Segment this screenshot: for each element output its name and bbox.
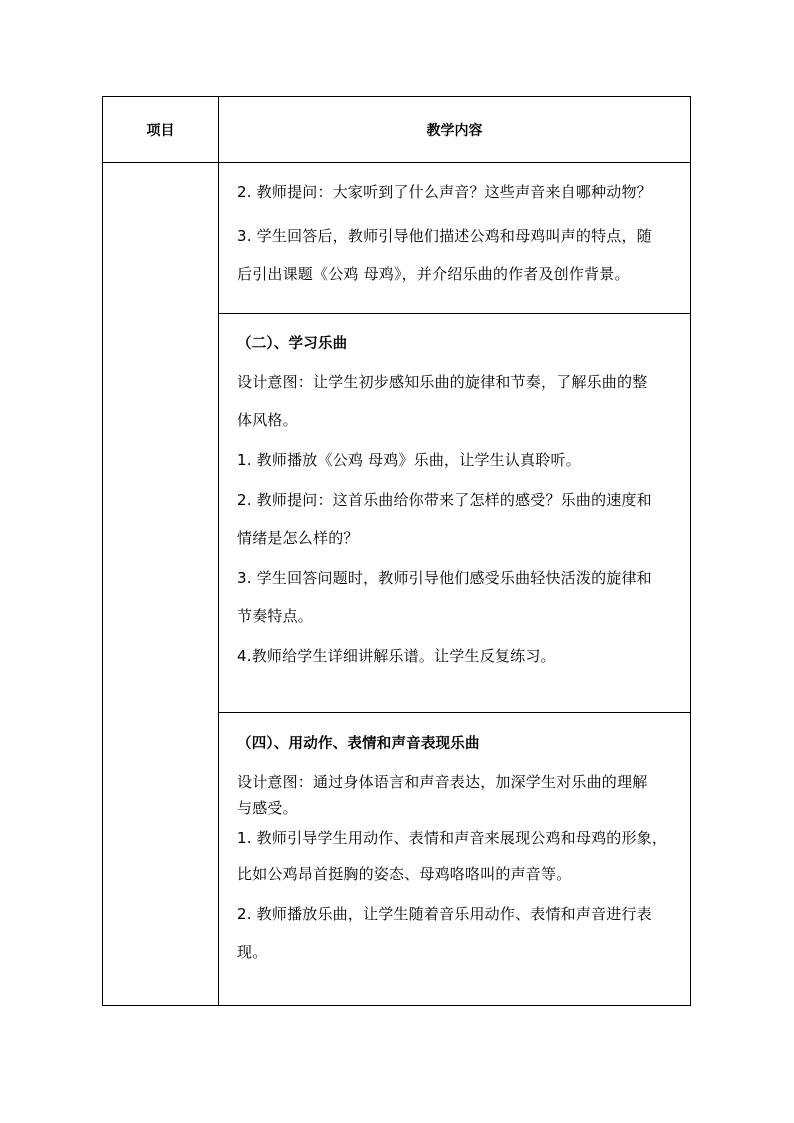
design-intent: 设计意图：通过身体语言和声音表达，加深学生对乐曲的理解 <box>237 773 648 791</box>
paragraph: 3. 学生回答问题时，教师引导他们感受乐曲轻快活泼的旋律和 <box>237 569 652 587</box>
row-divider <box>218 313 690 314</box>
content-block-1 <box>219 177 690 289</box>
paragraph: 1. 教师播放《公鸡 母鸡》乐曲，让学生认真聆听。 <box>237 451 581 469</box>
paragraph: 后引出课题《公鸡 母鸡》，并介绍乐曲的作者及创作背景。 <box>237 265 630 283</box>
paragraph: 2. 教师提问：大家听到了什么声音？这些声音来自哪种动物？ <box>237 183 652 201</box>
paragraph: 2. 教师提问：这首乐曲给你带来了怎样的感受？乐曲的速度和 <box>237 491 652 509</box>
paragraph: 1. 教师引导学生用动作、表情和声音来展现公鸡和母鸡的形象， <box>237 829 668 847</box>
paragraph: 节奏特点。 <box>237 607 314 625</box>
header-divider <box>103 162 690 163</box>
paragraph: 情绪是怎么样的？ <box>237 529 359 547</box>
paragraph: 3. 学生回答后，教师引导他们描述公鸡和母鸡叫声的特点，随 <box>237 227 652 245</box>
content-block-3 <box>219 729 690 967</box>
lesson-table <box>102 96 691 1006</box>
section-heading: （二）、学习乐曲 <box>237 336 348 352</box>
section-heading: （四）、用动作、表情和声音表现乐曲 <box>237 736 480 752</box>
design-intent: 设计意图：让学生初步感知乐曲的旋律和节奏，了解乐曲的整 <box>237 373 648 391</box>
content-block-2 <box>219 329 690 671</box>
paragraph: 4.教师给学生详细讲解乐谱。让学生反复练习。 <box>237 647 556 665</box>
design-intent: 与感受。 <box>237 799 298 817</box>
paragraph: 比如公鸡昂首挺胸的姿态、母鸡咯咯叫的声音等。 <box>237 865 572 883</box>
header-item-label: 项目 <box>146 123 175 139</box>
header-content-label: 教学内容 <box>426 123 483 139</box>
design-intent: 体风格。 <box>237 411 298 429</box>
paragraph: 2. 教师播放乐曲，让学生随着音乐用动作、表情和声音进行表 <box>237 905 652 923</box>
row-divider <box>218 712 690 713</box>
paragraph: 现。 <box>237 943 268 961</box>
